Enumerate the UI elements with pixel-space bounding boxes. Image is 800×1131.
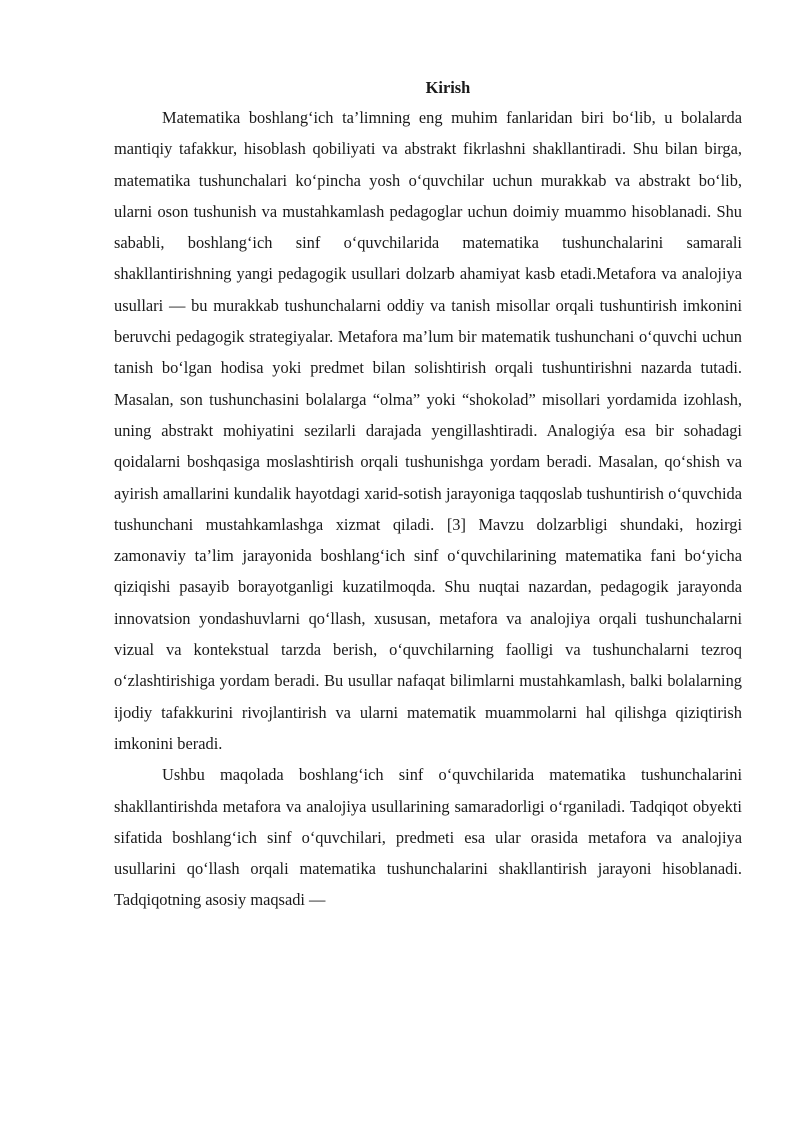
paragraph-introduction: Matematika boshlang‘ich ta’limning eng muhim fanlaridan biri bo‘lib, u bolalarda mantiqiy tafakkur, hisoblash qobiliyati va abstrakt fikrlashni shakllantiradi. Shu bilan birga, matematika tushunchalari ko‘pincha yosh o‘quvchilar uchun murakkab va abstrakt bo‘lib, ularni oson tushunish va mustahkamlash pedagoglar uchun doimiy muammo hisoblanadi. Shu sababli, boshlang‘ich sinf o‘quvchilarida matematika tushunchalarini samarali shakllantirishning yangi pedagogik usullari dolzarb ahamiyat kasb etadi.Metafora va analojiya usullari — bu murakkab tushunchalarni oddiy va tanish misollar orqali tushuntirish imkonini beruvchi pedagogik strategiyalar. Metafora ma’lum bir matematik tushunchani o‘quvchi uchun tanish bo‘lgan hodisa yoki predmet bilan solishtirish orqali tushuntirishni nazarda tutadi. Masalan, son tushunchasini bolalarga “olma” yoki “shokolad” misollari yordamida izohlash, uning abstrakt mohiyatini sezilarli darajada yengillashtiradi. Analogiýa esa bir sohadagi qoidalarni boshqasiga moslashtirish orqali tushunishga yordam beradi. Masalan, qo‘shish va ayirish amallarini kundalik hayotdagi xarid-sotish jarayoniga taqqoslab tushuntirish o‘quvchida tushunchani mustahkamlashga xizmat qiladi. [3] Mavzu dolzarbligi shundaki, hozirgi zamonaviy ta’lim jarayonida boshlang‘ich sinf o‘quvchilarining matematika fani bo‘yicha qiziqishi pasayib borayotganligi kuzatilmoqda. Shu nuqtai nazardan, pedagogik jarayonda innovatsion yondashuvlarni qo‘llash, xususan, metafora va analojiya orqali tushunchalarni vizual va kontekstual tarzda berish, o‘quvchilarning faolligi va tushunchalarni tezroq o‘zlashtirishiga yordam beradi. Bu usullar nafaqat bilimlarni mustahkamlash, balki bolalarning ijodiy tafakkurini rivojlantirish va ularni matematik muammolarni hal qilishga qiziqtirish imkonini beradi. (114, 108, 742, 753)
paragraph-article-scope: Ushbu maqolada boshlang‘ich sinf o‘quvchilarida matematika tushunchalarini shakllantirishda metafora va analojiya usullarining samaradorligi o‘rganiladi. Tadqiqot obyekti sifatida boshlang‘ich sinf o‘quvchilari, predmeti esa ular orasida metafora va analojiya usullarini qo‘llash orqali matematika tushunchalarini shakllantirish jarayoni hisoblanadi. Tadqiqotning asosiy maqsadi — (114, 765, 742, 910)
document-body (114, 74, 742, 916)
section-heading: Kirish (425, 78, 471, 97)
